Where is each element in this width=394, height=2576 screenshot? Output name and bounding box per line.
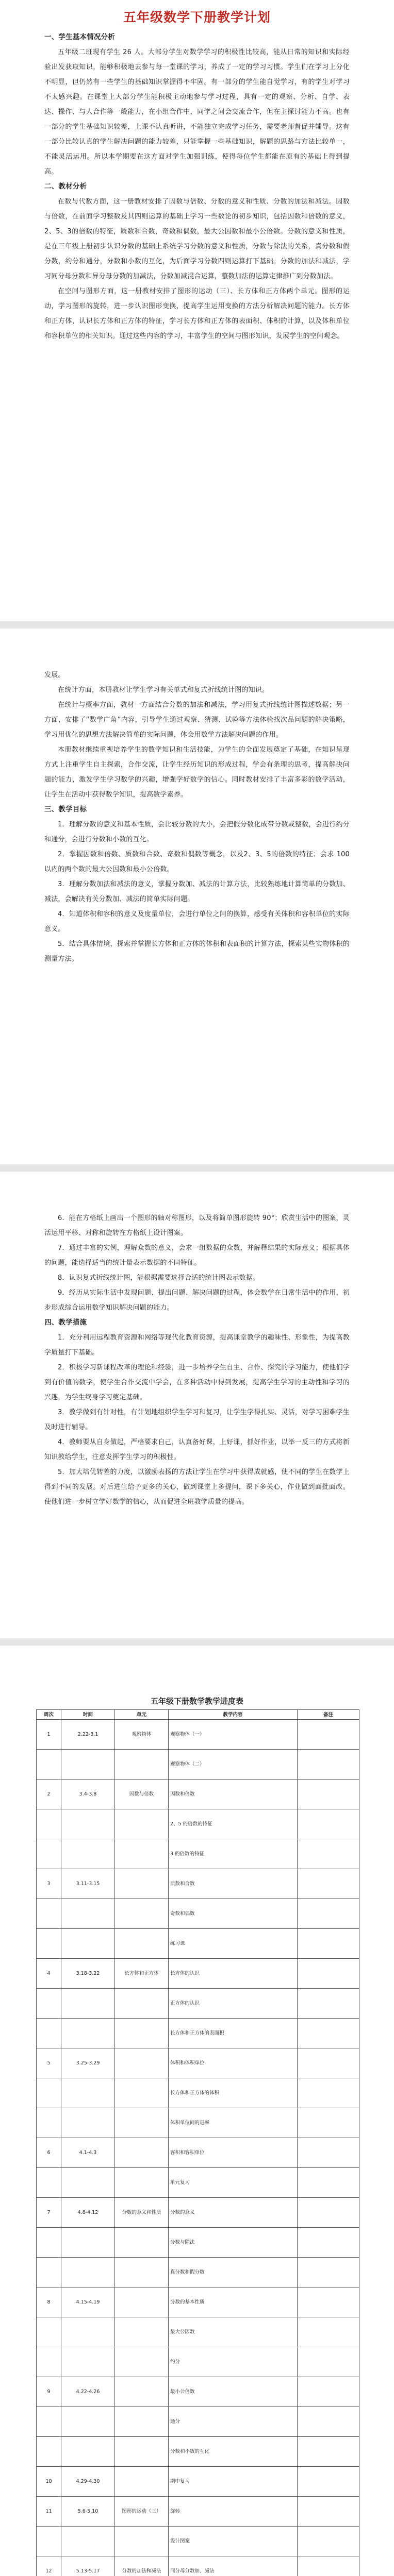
goal-item: 8．认识复式折线统计图，能根据需要选择合适的统计图表示数据。 xyxy=(58,1274,260,1282)
cell-notes xyxy=(298,2287,359,2317)
cell-week: 5 xyxy=(37,2048,61,2078)
cell-notes xyxy=(298,1929,359,1959)
cell-notes xyxy=(298,2108,359,2138)
cell-unit xyxy=(115,2168,169,2198)
table-row xyxy=(37,2467,359,2497)
cell-week xyxy=(37,2078,61,2108)
cell-notes xyxy=(298,1839,359,1869)
cell-date: 2.22-3.1 xyxy=(61,1720,115,1750)
table-row xyxy=(37,2019,359,2048)
cell-date: 5.13-5.17 xyxy=(61,2556,115,2576)
cell-content: 同分母分数加、减法 xyxy=(169,2556,298,2576)
page-separator xyxy=(0,1638,394,1646)
measure-item: 5．加大培优转差的力度，以激励表扬的方法让学生在学习中获得成就感，使不同的学生在数学上得到不同的发展。对后进生给予更多的关心，做到课堂上多提问，课下多关心，作业做到面批面改。使他们进一步树立学好数学的信心，从而促进全班教学质量的提高。 xyxy=(44,1468,350,1506)
cell-week xyxy=(37,2407,61,2437)
cell-week: 12 xyxy=(37,2556,61,2576)
cell-unit xyxy=(115,2317,169,2347)
cell-content: 质数和合数 xyxy=(169,1869,298,1899)
cell-date: 4.22-4.26 xyxy=(61,2377,115,2407)
cell-content: 最小公倍数 xyxy=(169,2377,298,2407)
cell-unit xyxy=(115,1929,169,1959)
cell-date: 3.25-3.29 xyxy=(61,2048,115,2078)
cell-week xyxy=(37,1989,61,2019)
cell-week: 11 xyxy=(37,2497,61,2527)
paragraph-textbook-analysis-1: 在数与代数方面，这一册教材安排了因数与倍数、分数的意义和性质、分数的加法和减法。因数与倍数，在前面学习整数及其四则运算的基础上学习一些数论的初步知识，包括因数和倍数的意义，2、5、3的倍数的特征，质数和合数，奇数和偶数，最大公因数和最小公倍数。分数的意义和性质，是在三年级上册初步认识分数的基础上系统学习分数的意义和性质，分数与除法的关系，真分数和假分数，约分和通分，分数和小数的互化，为后面学习分数四则运算打下基础。分数的加法和减法，学习同分母分数和异分母分数的加减法，分数加减混合运算，整数加法的运算定律推广到分数加法。 xyxy=(44,198,350,280)
cell-notes xyxy=(298,1780,359,1809)
cell-date xyxy=(61,2019,115,2048)
cell-date xyxy=(61,1750,115,1780)
cell-notes xyxy=(298,2556,359,2576)
cell-notes xyxy=(298,2048,359,2078)
cell-content: 观察物体（一） xyxy=(169,1720,298,1750)
cell-content: 期中复习 xyxy=(169,2467,298,2497)
cell-notes xyxy=(298,2198,359,2228)
cell-content: 长方体和正方体的表面积 xyxy=(169,2019,298,2048)
cell-unit xyxy=(115,1809,169,1839)
cell-unit xyxy=(115,2407,169,2437)
cell-date xyxy=(61,2258,115,2287)
cell-date: 3.4-3.8 xyxy=(61,1780,115,1809)
cell-unit xyxy=(115,1899,169,1929)
section-title-teaching-measures: 四、教学措施 xyxy=(44,1318,87,1327)
cell-date xyxy=(61,2168,115,2198)
table-row xyxy=(37,2377,359,2407)
cell-week: 4 xyxy=(37,1959,61,1989)
cell-week xyxy=(37,2317,61,2347)
cell-content: 体积和体积单位 xyxy=(169,2048,298,2078)
cell-week: 3 xyxy=(37,1869,61,1899)
document-title: 五年级数学下册教学计划 xyxy=(123,10,271,25)
paragraph-statistics-probability: 在统计与概率方面，教材一方面结合分数的加法和减法，学习用复式折线统计图描述数据；另一方面，安排了“数学广角”内容，引导学生通过观察、猜测、试验等方法体验找次品问题的解决策略，学习用优化的思想方法解决简单的实际问题，体会用数学方法解决问题的作用。 xyxy=(44,701,350,739)
cell-content: 3 的倍数的特征 xyxy=(169,1839,298,1869)
table-row xyxy=(37,2556,359,2576)
cell-notes xyxy=(298,1750,359,1780)
cell-notes xyxy=(298,2347,359,2377)
table-row xyxy=(37,1780,359,1809)
goal-item: 6．能在方格纸上画出一个图形的轴对称图形，以及将简单图形旋转 90°；欣赏生活中的图案，灵活运用平移、对称和旋转在方格纸上设计图案。 xyxy=(44,1214,350,1237)
section-title-textbook-analysis: 二、教材分析 xyxy=(44,182,87,191)
cell-unit xyxy=(115,2108,169,2138)
cell-content: 奇数和偶数 xyxy=(169,1899,298,1929)
goal-item: 9．经历从实际生活中发现问题、提出问题、解决问题的过程，体会数学在日常生活中的作用，初步形成综合运用数学知识解决问题的能力。 xyxy=(44,1289,350,1312)
cell-notes xyxy=(298,2527,359,2556)
cell-week xyxy=(37,1809,61,1839)
document-page-1 xyxy=(0,7,394,618)
cell-week xyxy=(37,2258,61,2287)
cell-notes xyxy=(298,2317,359,2347)
cell-content: 2、5 的倍数的特征 xyxy=(169,1809,298,1839)
cell-content: 分数的基本性质 xyxy=(169,2287,298,2317)
measure-item: 4．教师要从自身做起，严格要求自己，认真备好课，上好课，抓好作业，以举一反三的方式将新知识教给学生，注意发挥学生学习的积极性。 xyxy=(44,1438,350,1461)
cell-unit xyxy=(115,1869,169,1899)
goal-item: 5．结合具体情境，探索并掌握长方体和正方体的体积和表面积的计算方法，探索某些实物体积的测量方法。 xyxy=(44,940,350,963)
cell-notes xyxy=(298,1869,359,1899)
cell-notes xyxy=(298,1809,359,1839)
cell-notes xyxy=(298,1720,359,1750)
cell-unit: 观察物体 xyxy=(115,1720,169,1750)
table-row xyxy=(37,2228,359,2258)
table-row xyxy=(37,2407,359,2437)
table-row xyxy=(37,2108,359,2138)
cell-unit xyxy=(115,2347,169,2377)
paragraph-textbook-analysis-2: 在空间与图形方面，这一册教材安排了图形的运动（三）、长方体和正方体两个单元。图形的运动，学习图形的旋转，进一步认识图形变换，提高学生运用变换的方法分析解决问题的能力。长方体和正方体，认识长方体和正方体的特征，学习长方体和正方体的表面积、体积的计算，以及体积单位和容积单位的相关知识。通过这些内容的学习，丰富学生的空间与图形知识，发展学生的空间观念。 xyxy=(44,287,350,340)
cell-notes xyxy=(298,2467,359,2497)
cell-content: 分数的意义 xyxy=(169,2198,298,2228)
cell-unit xyxy=(115,1839,169,1869)
measure-item: 1．充分利用远程教育资源和网络等现代化教育资源，提高课堂教学的趣味性、形象性，为提高教学质量打下基础。 xyxy=(44,1334,350,1357)
cell-week xyxy=(37,1839,61,1869)
cell-content: 约分 xyxy=(169,2347,298,2377)
cell-unit xyxy=(115,2019,169,2048)
cell-content: 分数和小数的互化 xyxy=(169,2437,298,2467)
cell-notes xyxy=(298,2437,359,2467)
cell-date xyxy=(61,1989,115,2019)
document-page-3 xyxy=(0,1211,394,1674)
cell-week xyxy=(37,2228,61,2258)
cell-notes xyxy=(298,1989,359,2019)
cell-date xyxy=(61,2078,115,2108)
cell-content: 正方体的认识 xyxy=(169,1989,298,2019)
table-row xyxy=(37,2168,359,2198)
cell-date xyxy=(61,1809,115,1839)
table-row xyxy=(37,1809,359,1839)
header-date: 时间 xyxy=(61,1710,115,1720)
table-row xyxy=(37,1869,359,1899)
cell-date xyxy=(61,2527,115,2556)
table-row xyxy=(37,1989,359,2019)
table-row xyxy=(37,2138,359,2168)
cell-unit xyxy=(115,2078,169,2108)
cell-week xyxy=(37,2168,61,2198)
cell-week xyxy=(37,2019,61,2048)
cell-unit xyxy=(115,2527,169,2556)
cell-notes xyxy=(298,2168,359,2198)
cell-unit: 因数与倍数 xyxy=(115,1780,169,1809)
cell-date xyxy=(61,1899,115,1929)
cell-date: 3.11-3.15 xyxy=(61,1869,115,1899)
cell-unit xyxy=(115,2048,169,2078)
cell-content: 长方体和正方体的体积 xyxy=(169,2078,298,2108)
cell-date xyxy=(61,2108,115,2138)
cell-unit xyxy=(115,2467,169,2497)
cell-date: 4.1-4.3 xyxy=(61,2138,115,2168)
cell-notes xyxy=(298,1899,359,1929)
cell-date xyxy=(61,2228,115,2258)
table-row xyxy=(37,1720,359,1750)
cell-week xyxy=(37,2108,61,2138)
cell-content: 因数和倍数 xyxy=(169,1780,298,1809)
cell-week: 7 xyxy=(37,2198,61,2228)
paragraph-textbook-summary: 本册教材继续重视培养学生的数学知识和生活技能，为学生的全面发展奠定了基础，在知识呈现方式上注重学生自主探索，合作交流，让学生经历知识的形成过程，学会有条理的思考，提高解决问题的能力，激发学生学习数学的兴趣，增强学好数学的信心。同时教材安排了丰富多彩的数学活动，让学生在活动中获得数学知识，提高数学素养。 xyxy=(44,746,350,799)
cell-date: 4.29-4.30 xyxy=(61,2467,115,2497)
table-row xyxy=(37,2497,359,2527)
cell-content: 容积和容积单位 xyxy=(169,2138,298,2168)
cell-content: 体积单位间的进率 xyxy=(169,2108,298,2138)
cell-week: 6 xyxy=(37,2138,61,2168)
table-row xyxy=(37,1959,359,1989)
paragraph-statistics: 在统计方面，本册教材让学生学习有关单式和复式折线统计图的知识。 xyxy=(58,686,269,694)
cell-unit: 图形的运动（三） xyxy=(115,2497,169,2527)
header-unit: 单元 xyxy=(115,1710,169,1720)
cell-date: 4.15-4.19 xyxy=(61,2287,115,2317)
cell-date xyxy=(61,2317,115,2347)
cell-content: 长方体的认识 xyxy=(169,1959,298,1989)
cell-date: 4.8-4.12 xyxy=(61,2198,115,2228)
table-row xyxy=(37,2078,359,2108)
cell-notes xyxy=(298,1959,359,1989)
cell-notes xyxy=(298,2019,359,2048)
cell-unit xyxy=(115,1750,169,1780)
paragraph-student-analysis: 五年级二班现有学生 26 人。大部分学生对数学学习的积极性比较高，能从日常的知识和实际经验出发获取知识，能够积极地去参与每一堂课的学习，养成了一定的学习习惯。学生们在学习上分化不明显，但仍然有一些学生的基础知识掌握得不牢固。有一部分的学生能自觉学习，有的学生对学习不太感兴趣。在课堂上大部分学生能积极主动地参与学习过程，具有一定的观察、分析、自学、表达、操作、与人合作等一般能力，在小组合作中，同学之间会交流合作，但在主探讨能力不高。也有一部分的学生基础知识较差，上课不认真听讲，不能独立完成学习任务，需要老师督促并辅导。这有一部分比较认真的学生解决问题的能力较差，只能掌握一些基础知识，解题的思路与方法比较单一，不能灵活运用。所以本学期要在这方面对学生加强训练，使得每位学生都能在原有的基础上得到提高。 xyxy=(44,48,350,176)
goal-item: 1．理解分数的意义和基本性质，会比较分数的大小，会把假分数化成带分数或整数，会进行约分和通分，会进行分数和小数的互化。 xyxy=(44,821,350,843)
cell-date xyxy=(61,1839,115,1869)
cell-week: 10 xyxy=(37,2467,61,2497)
cell-notes xyxy=(298,2228,359,2258)
cell-week: 8 xyxy=(37,2287,61,2317)
cell-unit: 分数的意义和性质 xyxy=(115,2198,169,2228)
cell-unit: 分数的加法和减法 xyxy=(115,2556,169,2576)
cell-notes xyxy=(298,2407,359,2437)
cell-content: 设计图案 xyxy=(169,2527,298,2556)
goal-item: 2．掌握因数和倍数、质数和合数、奇数和偶数等概念，以及2、3、5的倍数的特征；会求 100 以内的两个数的最大公因数和最小公倍数。 xyxy=(44,851,350,873)
table-row xyxy=(37,1929,359,1959)
cell-content: 观察物体（二） xyxy=(169,1750,298,1780)
table-row xyxy=(37,2347,359,2377)
cell-unit xyxy=(115,2437,169,2467)
cell-date: 3.18-3.22 xyxy=(61,1959,115,1989)
cell-week xyxy=(37,2437,61,2467)
table-row xyxy=(37,2287,359,2317)
section-title-teaching-goals: 三、教学目标 xyxy=(44,805,87,814)
cell-date xyxy=(61,2407,115,2437)
schedule-title: 五年级下册数学教学进度表 xyxy=(150,1697,243,1706)
schedule-table xyxy=(36,1709,359,2576)
cell-content: 真分数和假分数 xyxy=(169,2258,298,2287)
cell-notes xyxy=(298,2138,359,2168)
cell-week: 2 xyxy=(37,1780,61,1809)
section-title-student-analysis: 一、学生基本情况分析 xyxy=(44,33,115,41)
cell-content: 分数与除法 xyxy=(169,2228,298,2258)
cell-notes xyxy=(298,2377,359,2407)
goal-item: 7．通过丰富的实例，理解众数的意义，会求一组数据的众数，并解释结果的实际意义；根据具体的问题，能选择适当的统计量表示数据的不同特征。 xyxy=(44,1244,350,1267)
goal-item: 4．知道体积和容积的意义及度量单位，会进行单位之间的换算，感受有关体积和容积单位的实际意义。 xyxy=(44,910,350,933)
cell-unit xyxy=(115,2258,169,2287)
cell-date: 5.6-5.10 xyxy=(61,2497,115,2527)
cell-week xyxy=(37,1929,61,1959)
cell-date xyxy=(61,2347,115,2377)
document-page-2 xyxy=(0,668,394,1100)
cell-content: 最大公因数 xyxy=(169,2317,298,2347)
cell-week xyxy=(37,1750,61,1780)
page-separator xyxy=(0,1164,394,1172)
cell-week xyxy=(37,1899,61,1929)
cell-unit xyxy=(115,2138,169,2168)
measure-item: 2．积极学习新课程改革的理论和经验，进一步培养学生自主、合作、探究的学习能力，使他们学到有价值的数学，使学生合作交流中学会，在多种活动中得到发展，提高学生学习的主动性和学习的兴趣，为学生终身学习奠定基础。 xyxy=(44,1364,350,1401)
cell-unit xyxy=(115,2287,169,2317)
cell-date xyxy=(61,2437,115,2467)
table-row xyxy=(37,2317,359,2347)
page-separator xyxy=(0,621,394,629)
cell-content: 单元复习 xyxy=(169,2168,298,2198)
measure-item: 3．教学做到有针对性，有计划地组织学生学习和复习，让学生学得扎实、灵活，对学习困难学生及时进行辅导。 xyxy=(44,1409,350,1431)
goal-item: 3．理解分数加法和减法的意义，掌握分数加、减法的计算方法，比较熟练地计算简单的分数加、减法，会解决有关分数加、减法的简单实际问题。 xyxy=(44,880,350,903)
table-row xyxy=(37,1750,359,1780)
header-content: 教学内容 xyxy=(169,1710,298,1720)
paragraph-continued: 发展。 xyxy=(44,671,65,679)
cell-date xyxy=(61,1929,115,1959)
table-row xyxy=(37,2258,359,2287)
table-row xyxy=(37,2198,359,2228)
cell-content: 练习课 xyxy=(169,1929,298,1959)
cell-notes xyxy=(298,2497,359,2527)
cell-week: 1 xyxy=(37,1720,61,1750)
cell-content: 旋转 xyxy=(169,2497,298,2527)
cell-unit xyxy=(115,2228,169,2258)
cell-notes xyxy=(298,2258,359,2287)
table-header-row xyxy=(37,1710,359,1720)
table-row xyxy=(37,2437,359,2467)
cell-week: 9 xyxy=(37,2377,61,2407)
cell-notes xyxy=(298,2078,359,2108)
table-row xyxy=(37,1899,359,1929)
cell-content: 通分 xyxy=(169,2407,298,2437)
header-notes: 备注 xyxy=(298,1710,359,1720)
cell-week xyxy=(37,2527,61,2556)
table-row xyxy=(37,2048,359,2078)
cell-unit xyxy=(115,2377,169,2407)
cell-week xyxy=(37,2347,61,2377)
header-week: 周次 xyxy=(37,1710,61,1720)
cell-unit xyxy=(115,1989,169,2019)
schedule-table-body xyxy=(37,1720,359,2576)
cell-unit: 长方体和正方体 xyxy=(115,1959,169,1989)
table-row xyxy=(37,2527,359,2556)
schedule-section xyxy=(0,1695,394,2576)
table-row xyxy=(37,1839,359,1869)
